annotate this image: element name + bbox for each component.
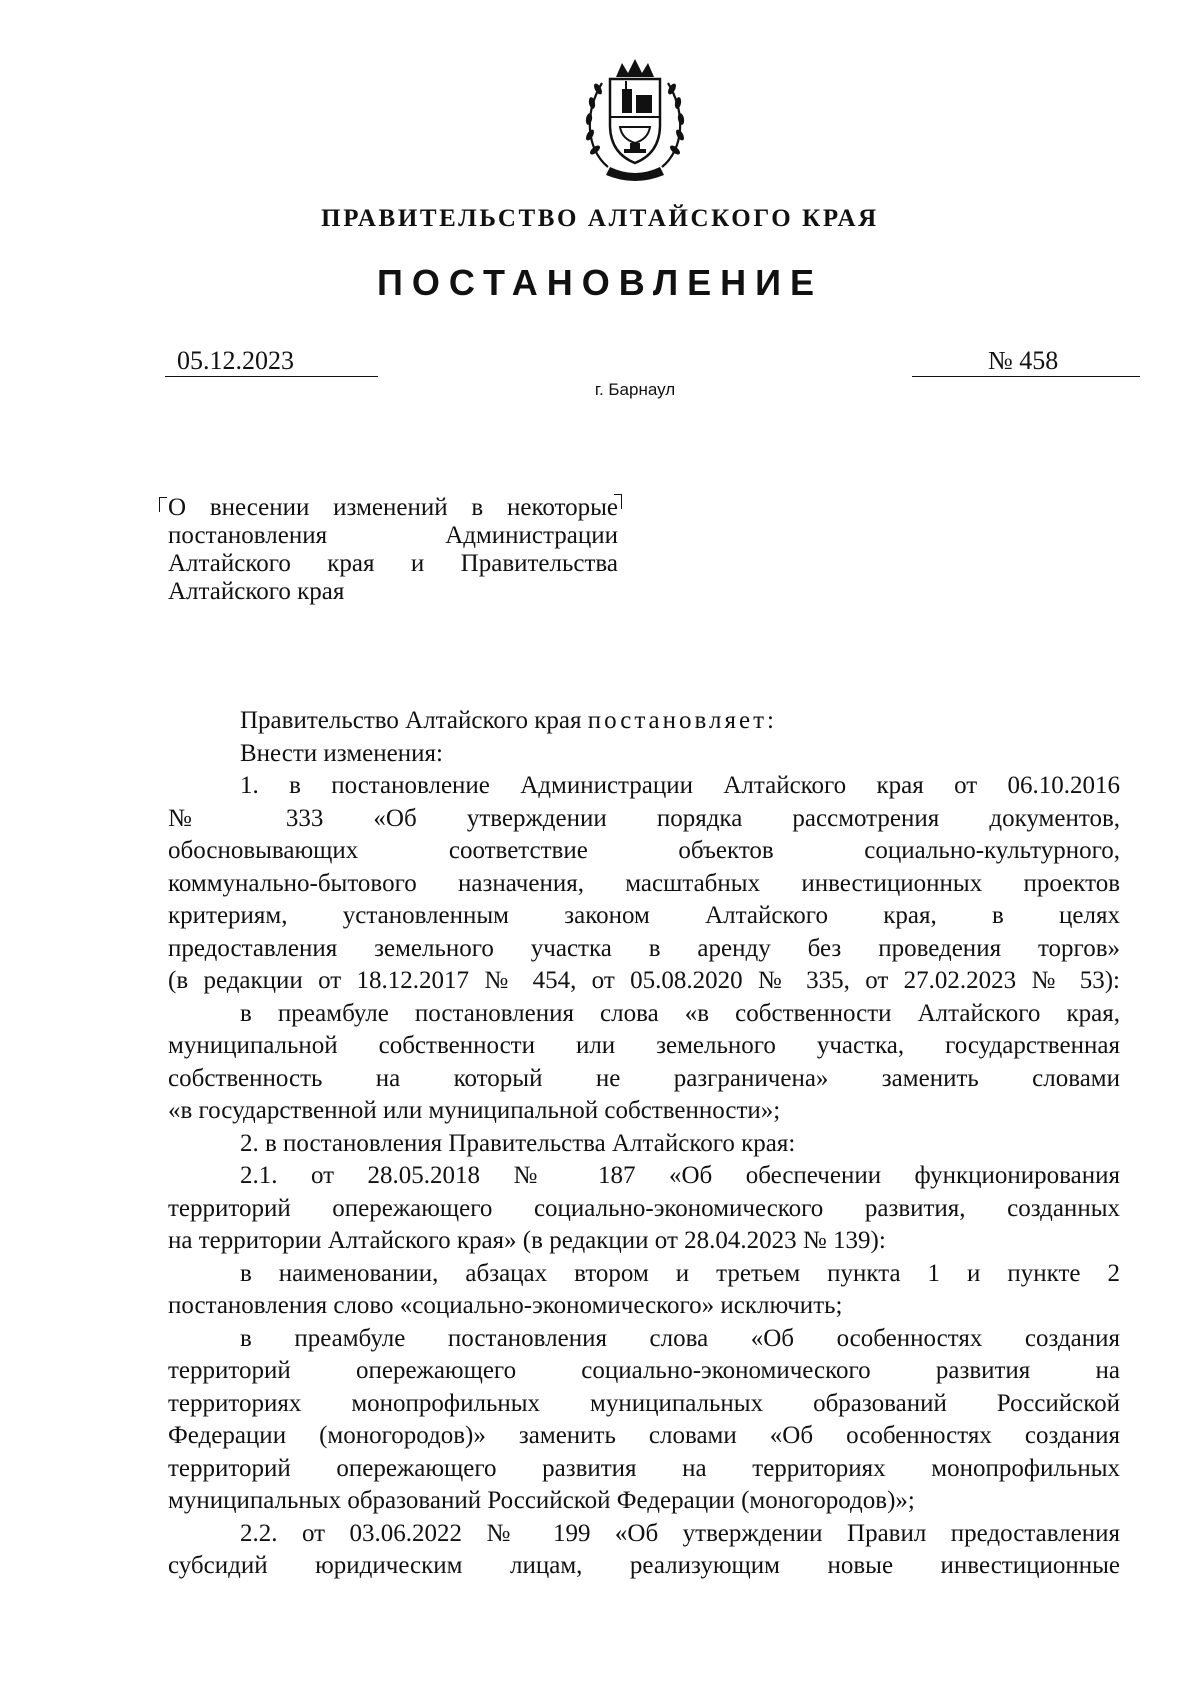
body-line: (в редакции от 18.12.2017 № 454, от 05.08.2020 № 335, от 27.02.2023 № 53): [168, 967, 1120, 994]
body-line: Федерации (моногородов)» заменить словами «Об особенностях создания [168, 1422, 1120, 1449]
coat-of-arms-emblem-icon [580, 55, 690, 185]
body-line: субсидий юридическим лицам, реализующим новые инвестиционные [168, 1552, 1120, 1579]
intro-text: Правительство Алтайского края [240, 707, 588, 734]
body-line: в наименовании, абзацах втором и третьем пункта 1 и пункте 2 [240, 1259, 1120, 1287]
subject-line: Алтайского края [168, 578, 345, 605]
body-line: коммунально-бытового назначения, масштабных инвестиционных проектов [168, 869, 1120, 897]
city-name: г. Барнаул [594, 380, 676, 399]
body-line: территорий опережающего развития на территориях монопрофильных [168, 1454, 1120, 1482]
body-line: территорий опережающего социально-экономического развития, созданных [168, 1194, 1120, 1222]
intro-spaced-word: постановляет: [587, 707, 777, 734]
subject-line: О внесении изменений в некоторые [168, 494, 618, 521]
body-line: «в государственной или муниципальной собственности»; [168, 1097, 781, 1124]
document-subject [168, 494, 618, 606]
organization-title: ПРАВИТЕЛЬСТВО АЛТАЙСКОГО КРАЯ [321, 205, 879, 232]
body-line: на территории Алтайского края» (в редакции от 28.04.2023 № 139): [168, 1227, 886, 1254]
body-line: Внести изменения: [240, 739, 443, 767]
body-line: в преамбуле постановления слова «в собственности Алтайского края, [240, 999, 1120, 1027]
document-type-title: ПОСТАНОВЛЕНИЕ [377, 262, 823, 303]
body-line: предоставления земельного участка в аренду без проведения торгов» [168, 934, 1120, 962]
body-line: постановления слово «социально-экономического» исключить; [168, 1292, 843, 1319]
body-line: территориях монопрофильных муниципальных образований Российской [168, 1389, 1120, 1417]
body-line: территорий опережающего социально-экономического развития на [168, 1357, 1120, 1384]
body-line: в преамбуле постановления слова «Об особенностях создания [240, 1324, 1120, 1352]
subject-line: постановления Администрации [168, 522, 618, 549]
subject-bracket-left [159, 497, 167, 512]
body-line: 1. в постановление Администрации Алтайского края от 06.10.2016 [240, 772, 1120, 799]
subject-line: Алтайского края и Правительства [168, 550, 618, 577]
body-line: 2.2. от 03.06.2022 № 199 «Об утверждении Правил предоставления [240, 1519, 1120, 1547]
body-line: муниципальных образований Российской Федерации (моногородов)»; [168, 1487, 915, 1514]
document-date: 05.12.2023 [165, 346, 378, 377]
body-line: 2. в постановления Правительства Алтайского края: [240, 1129, 796, 1157]
body-line: 2.1. от 28.05.2018 № 187 «Об обеспечении функционирования [240, 1162, 1120, 1189]
body-line: обосновывающих соответствие объектов социально-культурного, [168, 837, 1120, 864]
body-line: критериям, установленным законом Алтайского края, в целях [168, 902, 1120, 929]
body-line: муниципальной собственности или земельного участка, государственная [168, 1032, 1120, 1059]
body-line: № 333 «Об утверждении порядка рассмотрения документов, [168, 804, 1120, 832]
document-body [168, 705, 1120, 1583]
document-number: № 458 [912, 346, 1140, 377]
body-intro [168, 705, 1120, 738]
body-line: собственность на который не разграничена» заменить словами [168, 1064, 1120, 1092]
